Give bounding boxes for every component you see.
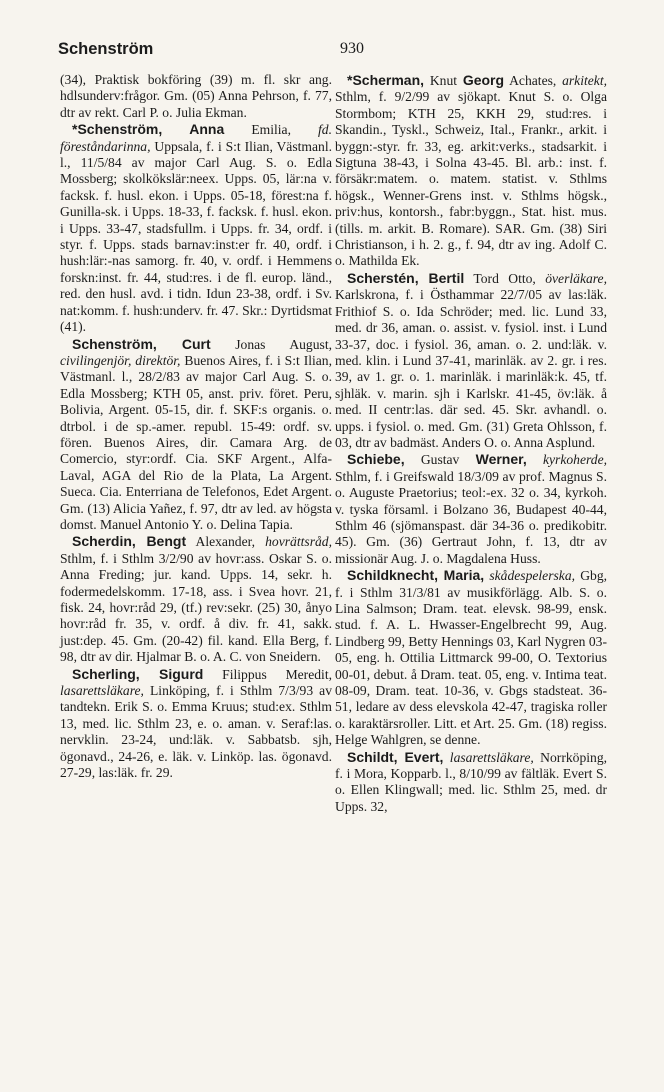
page-header: [58, 40, 614, 62]
entry-name: Schiebe,: [347, 451, 405, 468]
entry-name: Scherling, Sigurd: [72, 665, 204, 682]
biography-entry: [335, 749, 607, 816]
entry-occupation: lasarettsläkare,: [60, 683, 144, 699]
entry-name: *Schenström, Anna: [72, 121, 225, 138]
right-column: [335, 72, 607, 815]
biography-entry: [335, 72, 607, 270]
entry-occupation: arkitekt,: [556, 73, 608, 88]
biography-entry: [335, 451, 607, 567]
entry-text: Linköping, f. i Sthlm 7/3/93 av tandtekn. Erik S. o. Emma Kruus; stud:ex. Sthlm 13, med. lic. Sthlm 23, e. o. aman. v. Seraf:las. nervklin. 23-24, und:läk. v. Sabbatsb. sjh, ögonavd., 24-26, e. läk. v. Linköp. las. ögonavd. 27-29, las:läk. fr. 29.: [60, 683, 332, 781]
biography-entry: [60, 533, 332, 665]
entry-text: Sthlm, f. 9/2/99 av sjökapt. Knut S. o. Olga Stormbom; KTH 25, KKH 29, stud:res. i Skandin., Tyskl., Schweiz, Ital., Frankr., arkit. i byggn:-styr. fr. 33, eg. arkit:verks., stadsarkit. i Sigtuna 38-43, i Solna 43-45. Bl. arb.: inst. f. försäkr:matem. o. matem. statist. v. Sthlms högsk., Wenner-Grens inst. v. Sthlms högsk., priv:hus, kontorsh., fabr:byggn., Stat. hist. mus. (tills. m. arkit. B. Romare). SAR. Gm. (38) Siri Christianson, i h. 2. g., f. 94, dtr av ing. Adolf C. o. Mathilda Ek.: [335, 89, 607, 269]
entry-given-name-bold: Werner,: [475, 451, 527, 468]
entry-text: (34), Praktisk bokföring (39) m. fl. skr ang. hdlsunderv:frågor. Gm. (05) Anna Pehrson, f. 77, dtr av rekt. Carl P. o. Julia Ekman.: [60, 72, 332, 120]
left-column: [60, 72, 332, 781]
entry-text: Norrköping, f. i Mora, Kopparb. l., 8/10/99 av fältläk. Evert S. o. Ellen Klingwall; med. lic. Sthlm 25, med. dr Upps. 32,: [335, 749, 608, 814]
entry-text: Uppsala, f. i S:t Ilian, Västmanl. l., 11/5/84 av major Carl Aug. S. o. Edla Mossberg; skolkökslär:neex. Upps. 05, lär:na v. facksk. f. husl. ekon. i Upps. 05-18, förest:na f. Gunilla-sk. i Upps. 18-33, f. facksk. f. husl. ekon. i Upps. 33-47, stadsfullm. i Upps. fr. 34, ordf. i styr. f. Upps. stads barnav:inst:er fr. 40, ordf. i hush:lär:-nas samorg. fr. 40, v. ordf. i Hemmens forskn:inst. fr. 44, stud:res. i de fl. europ. länd., red. den husl. avd. i tidn. Idun 23-38, ordf. i Sv. nat:komm. f. hush:underv. fr. 47. Skr.: Dyrtidsmat (41).: [60, 138, 332, 335]
biography-entry: [335, 270, 607, 451]
entry-given-names: Tord Otto,: [464, 270, 536, 286]
entry-occupation: civilingenjör, direktör,: [60, 352, 181, 368]
entry-occupation: lasarettsläkare,: [443, 749, 534, 765]
entry-given-names: Emilia,: [224, 122, 291, 138]
entry-given-names: Gustav: [404, 452, 476, 468]
entry-occupation: överläkare,: [535, 270, 607, 286]
biography-entry: [60, 336, 332, 534]
entry-occupation: kyrkoherde,: [526, 452, 607, 468]
entry-occupation: hovrättsråd,: [254, 534, 332, 550]
biography-entry: [60, 121, 332, 335]
entry-text: Gbg, f. i Sthlm 31/3/81 av musikförlägg. Alb. S. o. Lina Salmson; Dram. teat. elevsk. 98-99, ensk. stud. f. A. L. Hwasser-Engelbrecht 99, Aug. Lindberg 99, Betty Hennings 03, Karl Nygren 03-05, eng. h. Ottilia Littmarck 99-00, O. Textorius 00-01, debut. å Dram. teat. 05, eng. v. Intima teat. 08-09, Dram. teat. 10-36, v. Gbgs stadsteat. 36-51, ledare av dess elevskola 42-47, tragiska roller o. karaktärsroller. Litt. et Art. 25. Gm. (18) regiss. Helge Wahlgren, se denne.: [335, 568, 608, 748]
biography-entry: [60, 72, 332, 121]
entry-text: Sthlm, f. i Sthlm 3/2/90 av hovr:ass. Oskar S. o. Anna Freding; jur. kand. Upps. 14, sekr. h. fodermedelskomm. 17-18, ass. i Svea hovr. 21, fisk. 24, hovr:råd 29, (tf.) rev:sekr. (25) 30, ånyo hovr:råd fr. 35, v. ordf. å div. fr. 41, sakk. just:dep. 45. Gm. (20-42) fil. kand. Ella Berg, f. 98, dtr av dir. Hjalmar B. o. A. C. von Sneidern.: [60, 550, 332, 665]
entry-given-names: Jonas August,: [210, 336, 332, 352]
biography-entry: [60, 666, 332, 782]
entry-name: Scherdin, Bengt: [72, 533, 187, 550]
entry-given-names: Filippus Meredit,: [203, 666, 332, 682]
entry-given-name-bold: Georg: [462, 72, 505, 88]
entry-occupation: skådespelerska,: [484, 568, 576, 584]
biography-entry: [335, 567, 607, 748]
entry-given-names: Achates,: [504, 73, 557, 88]
entry-given-names: Alexander,: [186, 534, 255, 550]
entry-given-names: Knut: [424, 73, 463, 88]
entry-name: Schildt, Evert,: [347, 748, 444, 765]
entry-name: Schildknecht, Maria,: [347, 567, 485, 584]
entry-text: Buenos Aires, f. i S:t Ilian, Västmanl. l., 28/2/83 av major Carl Aug. S. o. Edla Mossberg; KTH 05, anst. priv. föret. Peru, Bolivia, Argent. 05-15, dir. f. SKF:s organis. o. dtrbol. i de sp.-amer. republ. 15-49: ordf. sv. fören. Buenos Aires, dir. Camara Arg. de Comercio, styr:ordf. Cia. SKF Argent., Alfa-Laval, AGA del Rio de la Plata, La Argent. Sueca. Cia. Enterriana de Telefonos, Edet Argent. Gm. (13) Alicia Yañez, f. 97, dtr av led. av högsta domst. Manuel Antonio Y. o. Delina Tapia.: [60, 352, 333, 532]
entry-name: Schenström, Curt: [72, 335, 211, 352]
entry-occupation: fd. föreståndarinna,: [60, 122, 333, 154]
entry-text: Sthlm, f. i Greifswald 18/3/09 av prof. Magnus S. o. Auguste Praetorius; teol:-ex. 32 o. 34, kyrkoh. v. tyska församl. i Bolzano 36, Budapest 40-44, Sthlm 46 (sjömanspast. där 34-36 o. predikobitr. 45). Gm. (36) Gertraut John, f. 13, dtr av missionär Aug. J. o. Magdalena Huss.: [335, 468, 607, 566]
page-number: 930: [340, 40, 364, 57]
entry-name: *Scherman,: [347, 72, 425, 88]
running-head: Schenström: [58, 40, 154, 58]
entry-text: Karlskrona, f. i Östhammar 22/7/05 av las:läk. Frithiof S. o. Ida Schröder; med. lic. Lund 33, med. dr 36, aman. o. assist. v. fysiol. inst. i Lund 33-37, doc. i fysiol. 36, aman. o. 2. und:läk. v. med. klin. i Lund 37-41, marinläk. av 2. gr. i res. 39, av 1. gr. o. 1. marinläk. i marinläk:k. 45, tf. sjhläk. v. marin. sjh i Karlskr. 41-45, öv:läk. å med. II centr:las. där sed. 45. Skr. avhandl. o. upps. i fysiol. o. med. Gm. (31) Greta Ohlsson, f. 03, dtr av badmäst. Anders O. o. Anna Asplund.: [335, 287, 607, 450]
entry-name: Scherstén, Bertil: [347, 269, 465, 286]
